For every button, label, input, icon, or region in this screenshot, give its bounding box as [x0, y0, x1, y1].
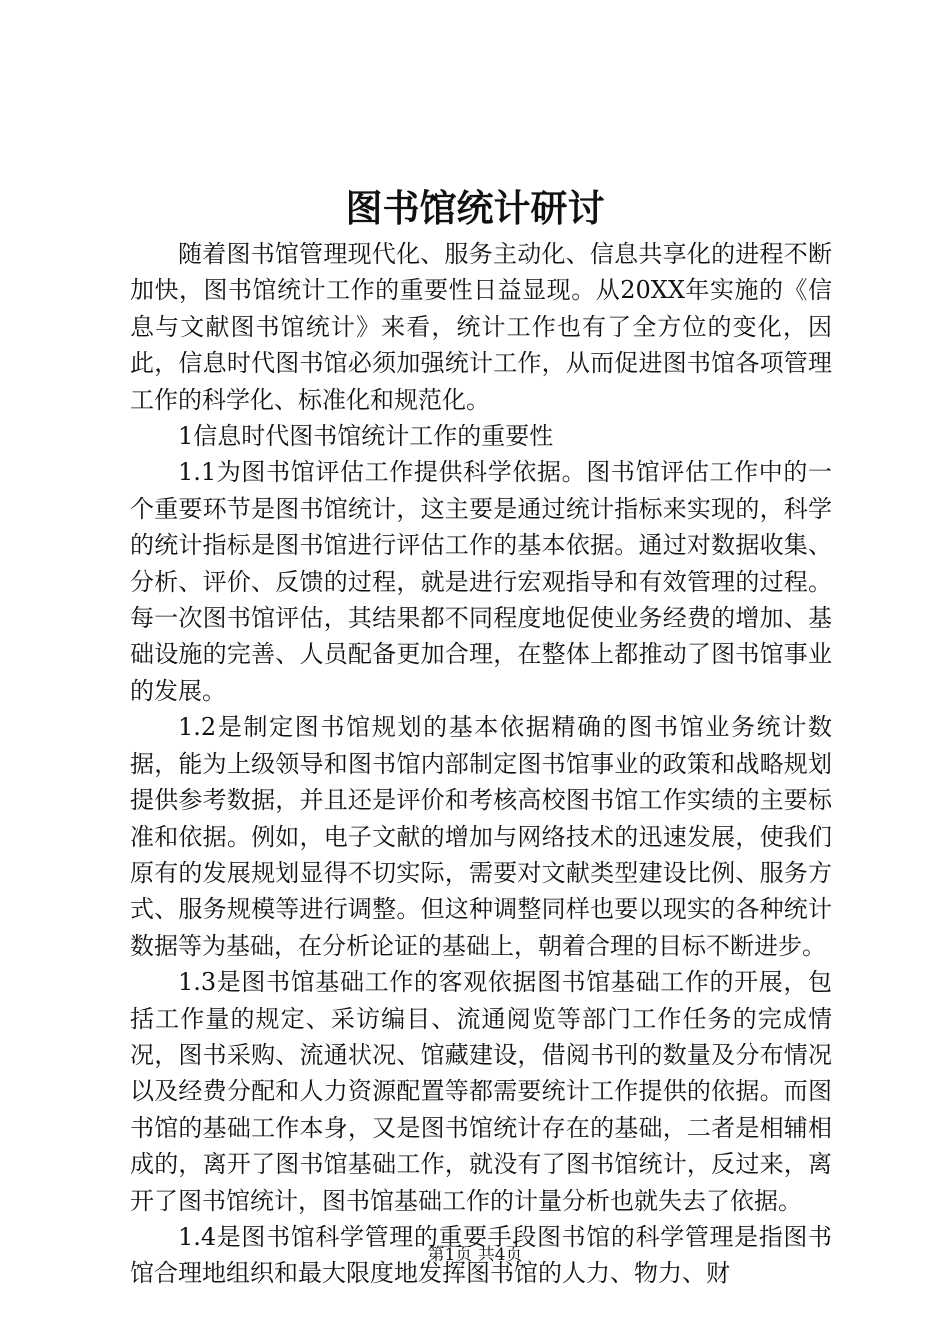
document-title: 图书馆统计研讨 [345, 186, 605, 230]
paragraph-1-2: 1.2是制定图书馆规划的基本依据精确的图书馆业务统计数据，能为上级领导和图书馆内部制定图书馆事业的政策和战略规划提供参考数据，并且还是评价和考核高校图书馆工作实绩的主要标准和依据。例如，电子文献的增加与网络技术的迅速发展，使我们原有的发展规划显得不切实际，需要对文献类型建设比例、服务方式、服务规模等进行调整。但这种调整同样也要以现实的各种统计数据等为基础，在分析论证的基础上，朝着合理的目标不断进步。 [130, 713, 832, 960]
paragraph-1-4: 1.4是图书馆科学管理的重要手段图书馆的科学管理是指图书馆合理地组织和最大限度地发挥图书馆的人力、物力、财 [130, 1222, 832, 1288]
document-body [130, 236, 832, 1292]
paragraph-1-3: 1.3是图书馆基础工作的客观依据图书馆基础工作的开展，包括工作量的规定、采访编目、流通阅览等部门工作任务的完成情况，图书采购、流通状况、馆藏建设，借阅书刊的数量及分布情况以及经费分配和人力资源配置等都需要统计工作提供的依据。而图书馆的基础工作本身，又是图书馆统计存在的基础，二者是相辅相成的，离开了图书馆基础工作，就没有了图书馆统计，反过来，离开了图书馆统计，图书馆基础工作的计量分析也就失去了依据。 [130, 968, 832, 1215]
intro-paragraph: 随着图书馆管理现代化、服务主动化、信息共享化的进程不断加快，图书馆统计工作的重要性日益显现。从20XX年实施的《信息与文献图书馆统计》来看，统计工作也有了全方位的变化，因此，信息时代图书馆必须加强统计工作，从而促进图书馆各项管理工作的科学化、标准化和规范化。 [130, 240, 832, 414]
section-heading: 1信息时代图书馆统计工作的重要性 [178, 422, 554, 451]
page-footer: 第1页 共4页 [427, 1245, 523, 1265]
paragraph-1-1: 1.1为图书馆评估工作提供科学依据。图书馆评估工作中的一个重要环节是图书馆统计，这主要是通过统计指标来实现的，科学的统计指标是图书馆进行评估工作的基本依据。通过对数据收集、分析、评价、反馈的过程，就是进行宏观指导和有效管理的过程。每一次图书馆评估，其结果都不同程度地促使业务经费的增加、基础设施的完善、人员配备更加合理，在整体上都推动了图书馆事业的发展。 [130, 458, 832, 705]
